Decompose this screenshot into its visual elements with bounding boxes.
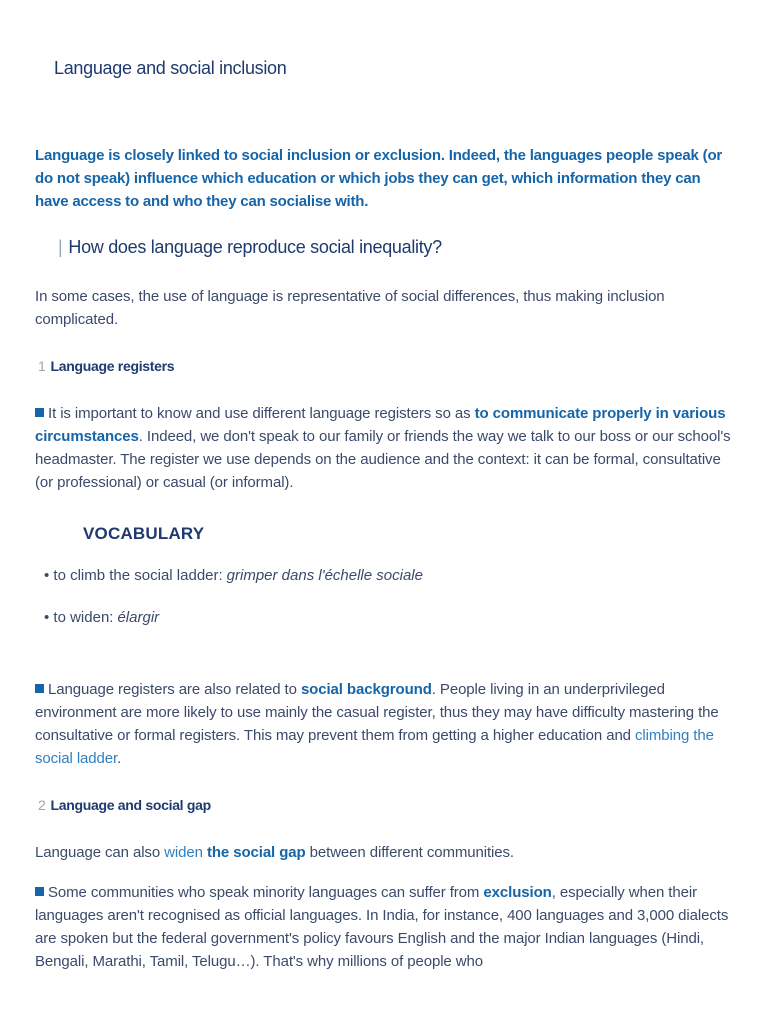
vocabulary-item: • to widen: élargir — [44, 609, 160, 626]
social-gap-paragraph-2: Some communities who speak minority languages can suffer from exclusion, especially when their languages aren't recognised as official languages. In India, for instance, 400 languages and 3,000 dialects are spoken but the federal government's policy favours English and the major Indian languages (Hindi, Bengali, Marathi, Tamil, Telugu…). That's why millions of people who — [35, 884, 729, 970]
square-bullet-icon — [35, 408, 44, 417]
subsection-heading-text: Language registers — [50, 358, 175, 374]
section-heading-text: How does language reproduce social inequality? — [68, 237, 442, 257]
subsection-heading-registers — [38, 358, 174, 374]
keyword-social-gap: the social gap — [206, 844, 306, 861]
subsection-heading-social-gap — [38, 797, 211, 813]
heading-marker: | — [58, 237, 63, 257]
keyword-exclusion: exclusion — [483, 884, 552, 901]
vocabulary-title: VOCABULARY — [83, 524, 205, 543]
subsection-number: 2 — [38, 797, 46, 813]
section-heading — [58, 237, 442, 258]
subsection-heading-text: Language and social gap — [50, 797, 211, 813]
square-bullet-icon — [35, 684, 44, 693]
square-bullet-icon — [35, 887, 44, 896]
keyword-communicate: to communicate properly in various circumstances — [35, 405, 726, 445]
page-title: Language and social inclusion — [54, 58, 287, 78]
intro-paragraph: Language is closely linked to social inclusion or exclusion. Indeed, the languages people speak (or do not speak) influence which education or which jobs they can get, which information they can have access to and who they can socialise with. — [35, 147, 723, 210]
subsection-number: 1 — [38, 358, 46, 374]
vocab-link-climbing[interactable]: climbing the social ladder — [35, 727, 714, 767]
section-intro-paragraph: In some cases, the use of language is representative of social differences, thus making inclusion complicated. — [35, 288, 665, 328]
registers-paragraph-1: It is important to know and use different language registers so as to communicate properly in various circumstances. Indeed, we don't speak to our family or friends the way we talk to our boss or our school's headmaster. The register we use depends on the audience and the context: it can be formal, consultative (or professional) or casual (or informal). — [35, 405, 731, 491]
vocabulary-item: • to climb the social ladder: grimper dans l'échelle sociale — [44, 567, 423, 584]
vocab-link-widen[interactable]: widen — [164, 844, 203, 861]
registers-paragraph-2: Language registers are also related to social background. People living in an underprivileged environment are more likely to use mainly the casual register, thus they may have difficulty mastering the consultative or formal registers. This may prevent them from getting a higher education and climbing the social ladder. — [35, 681, 719, 767]
social-gap-paragraph-1: Language can also widen the social gap between different communities. — [35, 844, 514, 861]
keyword-social-background: social background — [300, 681, 432, 698]
